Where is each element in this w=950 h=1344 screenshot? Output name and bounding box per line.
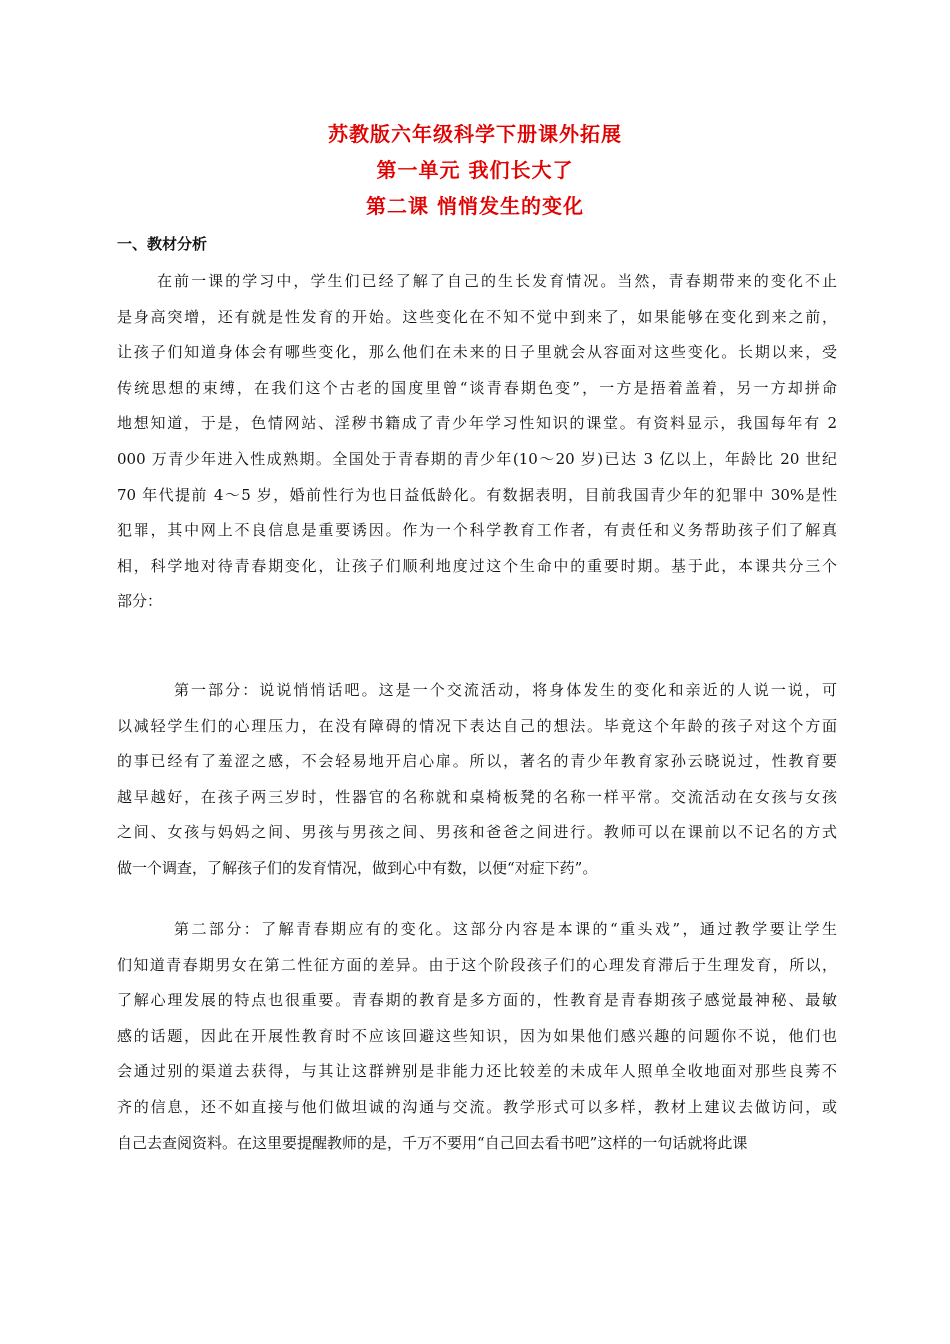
paragraph-overview [117, 264, 837, 620]
paragraph-line: 70 年代提前 4～5 岁，婚前性行为也日益低龄化。有数据表明，目前我国青少年的犯罪中 30%是性 [117, 485, 837, 504]
paragraph-line: 相，科学地对待青春期变化，让孩子们顺利地度过这个生命中的重要时期。基于此，本课共分三个 [117, 556, 837, 575]
paragraph-line: 让孩子们知道身体会有哪些变化，那么他们在未来的日子里就会从容面对这些变化。长期以来，受 [117, 343, 837, 362]
paragraph-part-one [117, 673, 837, 887]
paragraph-line: 们知道青春期男女在第二性征方面的差异。由于这个阶段孩子们的心理发育滞后于生理发育，所以， [117, 955, 837, 974]
paragraph-line: 地想知道，于是，色情网站、淫秽书籍成了青少年学习性知识的课堂。有资料显示，我国每年有 2 [117, 414, 837, 433]
paragraph-line: 的事已经有了羞涩之感，不会轻易地开启心扉。所以，著名的青少年教育家孙云晓说过，性教育要 [117, 752, 837, 771]
paragraph-line: 是身高突增，还有就是性发育的开始。这些变化在不知不觉中到来了，如果能够在变化到来之前， [117, 307, 837, 326]
paragraph-line: 000 万青少年进入性成熟期。全国处于青春期的青少年(10～20 岁)已达 3 亿以上，年龄比 20 世纪 [117, 449, 837, 468]
unit-title: 第一单元 我们长大了 [376, 158, 574, 182]
paragraph-line: 越早越好，在孩子两三岁时，性器官的名称就和桌椅板凳的名称一样平常。交流活动在女孩与女孩 [117, 787, 837, 806]
paragraph-line: 以减轻学生们的心理压力，在没有障碍的情况下表达自己的想法。毕竟这个年龄的孩子对这个方面 [117, 716, 837, 735]
paragraph-line: 犯罪，其中网上不良信息是重要诱因。作为一个科学教育工作者，有责任和义务帮助孩子们了解真 [117, 521, 837, 540]
document-title: 苏教版六年级科学下册课外拓展 [328, 122, 622, 146]
paragraph-line: 做一个调查，了解孩子们的发育情况，做到心中有数，以便“对症下药”。 [117, 858, 598, 877]
paragraph-line: 部分： [117, 592, 163, 611]
lesson-title: 第二课 悄悄发生的变化 [366, 194, 584, 218]
paragraph-part-two [117, 912, 837, 1161]
paragraph-line: 第二部分：了解青春期应有的变化。这部分内容是本课的“重头戏”，通过教学要让学生 [174, 920, 837, 938]
paragraph-line: 齐的信息，还不如直接与他们做坦诚的沟通与交流。教学形式可以多样，教材上建议去做访问，或 [117, 1097, 837, 1116]
paragraph-line: 之间、女孩与妈妈之间、男孩与男孩之间、男孩和爸爸之间进行。教师可以在课前以不记名的方式 [117, 823, 837, 842]
title-block [0, 116, 950, 224]
section-heading: 一、教材分析 [117, 235, 208, 253]
paragraph-line: 在前一课的学习中，学生们已经了解了自己的生长发育情况。当然，青春期带来的变化不止 [157, 272, 837, 290]
paragraph-line: 传统思想的束缚，在我们这个古老的国度里曾“谈青春期色变”，一方是捂着盖着，另一方却拼命 [117, 378, 837, 397]
paragraph-line: 会通过别的渠道去获得，与其让这群辨别是非能力还比较差的未成年人照单全收地面对那些良莠不 [117, 1062, 837, 1081]
paragraph-line: 了解心理发展的特点也很重要。青春期的教育是多方面的，性教育是青春期孩子感觉最神秘、最敏 [117, 991, 837, 1010]
paragraph-line: 感的话题，因此在开展性教育时不应该回避这些知识，因为如果他们感兴趣的问题你不说，他们也 [117, 1026, 837, 1045]
paragraph-line: 自己去查阅资料。在这里要提醒教师的是，千万不要用“自己回去看书吧”这样的一句话就将此课 [117, 1133, 748, 1152]
paragraph-line: 第一部分：说说悄悄话吧。这是一个交流活动，将身体发生的变化和亲近的人说一说，可 [174, 681, 837, 699]
